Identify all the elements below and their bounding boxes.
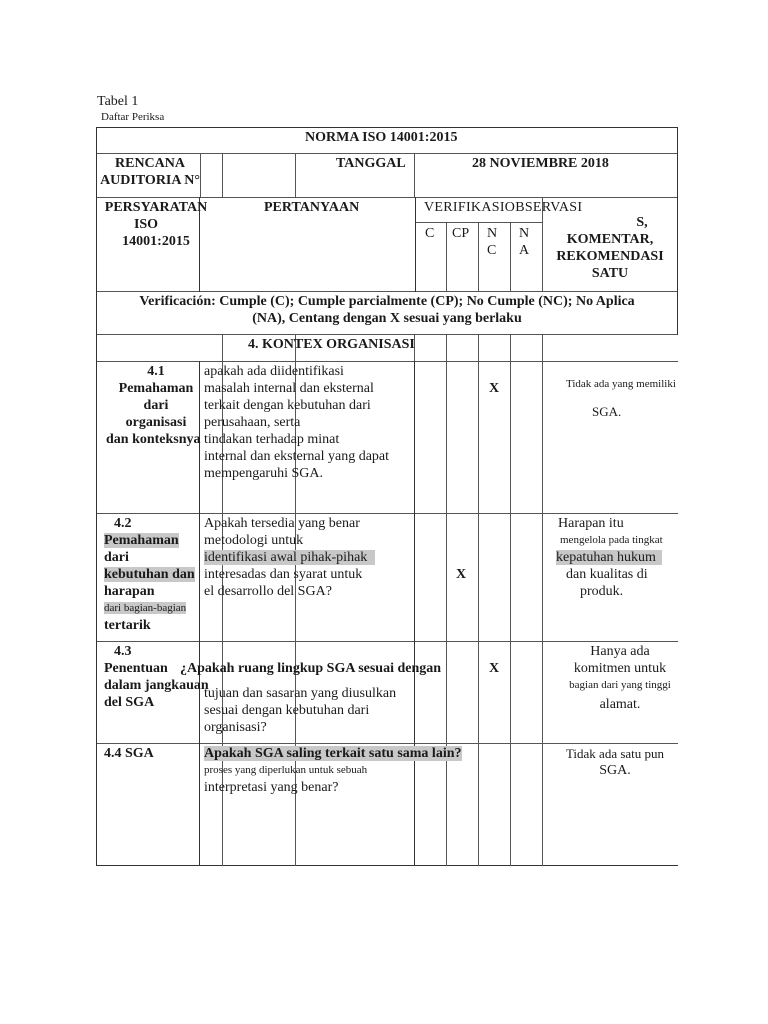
table-border-right	[677, 127, 678, 335]
caption-title: Tabel 1	[97, 94, 139, 109]
col-nc-line: C	[487, 243, 497, 258]
komentar-line: S,	[636, 215, 648, 230]
question-line: proses yang diperlukan untuk sebuah	[204, 764, 368, 776]
table-rule	[96, 641, 678, 642]
question-line: organisasi?	[204, 720, 267, 735]
col-c-header: C	[425, 226, 435, 241]
question-highlight: identifikasi awal pihak-pihak	[204, 550, 375, 565]
req-line: harapan	[104, 584, 155, 599]
req-line: dari	[104, 550, 129, 565]
question-4-3	[204, 685, 396, 736]
table-rule	[446, 334, 447, 362]
komentar-line: SATU	[591, 266, 629, 281]
table-rule	[415, 197, 416, 292]
legend-line: Verificación: Cumple (C); Cumple parcialmente (CP); No Cumple (NC); No Aplica	[139, 294, 635, 309]
question-line: internal dan eksternal yang dapat	[204, 449, 390, 464]
komentar-line: KOMENTAR,	[566, 232, 654, 247]
comment-line: alamat.	[599, 697, 641, 712]
comment-line: Harapan itu	[558, 516, 624, 531]
caption-subtitle: Daftar Periksa	[101, 111, 165, 123]
komentar-line: REKOMENDASI	[556, 249, 664, 264]
question-line: masalah internal dan eksternal	[204, 381, 374, 396]
rencana-line: AUDITORIA N°	[100, 173, 200, 188]
norma-title: NORMA ISO 14001:2015	[305, 130, 458, 145]
question-4-3-line1: ¿Apakah ruang lingkup SGA sesuai dengan	[180, 661, 442, 676]
req-4-3	[104, 643, 209, 711]
req-line: dari	[143, 398, 169, 413]
comment-line: Tidak ada satu pun	[565, 746, 665, 761]
legend-text	[98, 293, 676, 327]
req-line: 4.2	[114, 516, 132, 531]
comment-4-1	[566, 376, 676, 420]
table-rule	[96, 291, 678, 292]
col-na-header	[519, 225, 529, 259]
section-title: 4. KONTEX ORGANISASI	[248, 337, 415, 352]
table-rule	[295, 153, 296, 198]
question-line: mempengaruhi SGA.	[204, 466, 323, 481]
legend-line: (NA), Centang dengan X sesuai yang berlaku	[252, 311, 522, 326]
comment-line: dan kualitas di	[566, 567, 648, 582]
comment-4-2	[556, 515, 663, 600]
table-rule	[96, 197, 678, 198]
question-line: el desarrollo del SGA?	[204, 584, 332, 599]
col-na-line: A	[519, 243, 530, 258]
req-line	[104, 532, 195, 549]
col-nc-line: N	[487, 226, 498, 241]
req-4-4: 4.4 SGA	[104, 746, 154, 761]
question-line: sesuai dengan kebutuhan dari	[204, 703, 370, 718]
table-rule	[446, 222, 447, 292]
req-highlight: dari bagian-bagian	[104, 602, 187, 614]
table-border-bottom	[96, 865, 678, 866]
col-cp-header: CP	[452, 226, 470, 241]
tanggal-label: TANGGAL	[336, 156, 406, 171]
table-border-top	[96, 127, 678, 128]
komentar-header	[544, 214, 676, 282]
comment-line: SGA.	[592, 404, 622, 419]
question-line	[204, 745, 462, 762]
comment-line: bagian dari yang tinggi	[569, 679, 671, 691]
table-rule	[510, 361, 511, 866]
table-rule	[222, 153, 223, 198]
table-rule	[222, 334, 223, 362]
table-rule	[478, 361, 479, 866]
question-4-4	[204, 745, 462, 796]
comment-4-3	[560, 643, 680, 713]
req-highlight: Pemahaman	[104, 533, 179, 548]
req-line: del SGA	[104, 695, 155, 710]
question-line: interesadas dan syarat untuk	[204, 567, 363, 582]
comment-line: komitmen untuk	[573, 661, 667, 676]
req-line: 4.1	[147, 364, 165, 379]
persyaratan-line: PERSYARATAN	[104, 200, 208, 215]
req-line: organisasi	[125, 415, 187, 430]
table-rule	[96, 361, 678, 362]
question-line: metodologi untuk	[204, 533, 304, 548]
req-line	[104, 566, 195, 583]
req-highlight: kebutuhan dan	[104, 567, 195, 582]
tanggal-value: 28 NOVIEMBRE 2018	[472, 156, 609, 171]
comment-line	[556, 549, 663, 566]
mark-4-3: X	[489, 661, 500, 676]
question-line: terkait dengan kebutuhan dari	[204, 398, 371, 413]
table-rule	[96, 743, 678, 744]
pertanyaan-label: PERTANYAAN	[264, 200, 360, 215]
req-line	[104, 600, 195, 617]
req-4-1	[100, 363, 212, 448]
table-rule	[542, 361, 543, 866]
question-line: apakah ada diidentifikasi	[204, 364, 344, 379]
persyaratan-line: ISO	[133, 217, 159, 232]
table-border-left	[96, 127, 97, 866]
mark-4-2: X	[456, 567, 467, 582]
table-rule	[96, 153, 678, 154]
question-line: Apakah tersedia yang benar	[204, 516, 360, 531]
table-rule	[478, 222, 479, 292]
col-na-line: N	[519, 226, 530, 241]
table-rule	[200, 153, 201, 198]
rencana-label	[100, 155, 200, 189]
table-rule	[416, 222, 542, 223]
col-nc-header	[487, 225, 497, 259]
table-rule	[510, 334, 511, 362]
comment-line: SGA.	[599, 763, 631, 778]
req-4-2	[104, 515, 195, 634]
comment-4-4	[555, 745, 675, 779]
table-rule	[96, 513, 678, 514]
rencana-line: RENCANA	[115, 156, 185, 171]
question-line: tindakan terhadap minat	[204, 432, 340, 447]
question-line: interpretasi yang benar?	[204, 780, 339, 795]
table-rule	[96, 334, 678, 335]
req-line: dan konteksnya	[106, 432, 201, 447]
question-highlight: Apakah SGA saling terkait satu sama lain?	[204, 746, 462, 761]
question-line	[204, 549, 375, 566]
comment-highlight: kepatuhan hukum	[556, 550, 662, 565]
comment-line: mengelola pada tingkat	[560, 534, 663, 546]
comment-line: Tidak ada yang memiliki	[566, 378, 676, 390]
table-rule	[478, 334, 479, 362]
question-4-2	[204, 515, 375, 600]
table-rule	[414, 153, 415, 198]
persyaratan-line: 14001:2015	[122, 234, 190, 249]
req-line: tertarik	[104, 618, 151, 633]
question-line: perusahaan, serta	[204, 415, 301, 430]
comment-line: Hanya ada	[590, 644, 650, 659]
table-rule	[510, 222, 511, 292]
comment-line: produk.	[580, 584, 624, 599]
req-line: 4.3	[114, 644, 132, 659]
question-4-1	[204, 363, 389, 482]
req-line: Penentuan	[104, 661, 168, 676]
req-line: dalam jangkauan	[104, 678, 209, 693]
table-rule	[542, 334, 543, 362]
req-line: Pemahaman	[118, 381, 194, 396]
verifikasi-label: VERIFIKASIOBSERVASI	[424, 200, 583, 215]
mark-4-1: X	[489, 381, 500, 396]
question-line: tujuan dan sasaran yang diusulkan	[204, 686, 397, 701]
persyaratan-label	[100, 199, 212, 250]
